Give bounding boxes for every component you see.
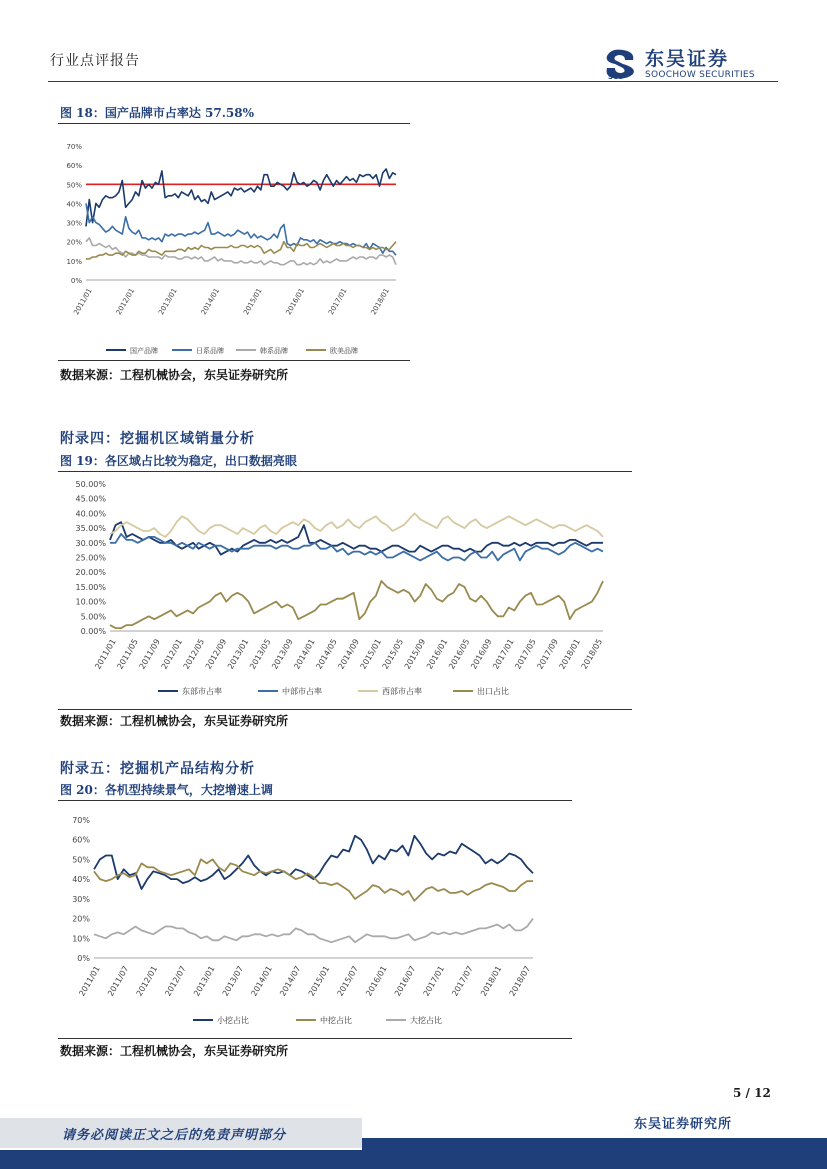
x-tick-label: 2017/07 [450,964,475,998]
x-tick-label: 2012/09 [203,637,229,671]
legend-label-3: 大挖占比 [410,1016,442,1025]
y-tick-label: 10.00% [75,597,106,607]
x-tick-label: 2017/01 [491,637,516,671]
x-tick-label: 2017/05 [513,637,538,671]
x-tick-label: 2013/07 [220,964,246,998]
logo-mark-icon [603,46,641,80]
fig19-bottom-rule [58,709,632,710]
legend-label-3: 西部市占率 [382,687,422,696]
x-tick-label: 2011/09 [137,637,162,671]
fig20-chart [58,806,572,1038]
x-tick-label: 2013/01 [192,964,217,998]
fig20-top-rule [58,800,572,801]
x-tick-label: 2015/01 [306,964,332,998]
x-tick-label: 2016/09 [469,637,494,671]
y-tick-label: 60% [66,162,82,171]
fig19-title: 图 19：各区域占比较为稳定，出口数据亮眼 [60,454,297,468]
legend-label-2: 中部市占率 [282,687,322,696]
header-divider [48,81,778,82]
y-tick-label: 30.00% [75,538,106,548]
x-tick-label: 2016/01 [424,637,450,671]
x-tick-label: 2014/09 [336,637,361,671]
y-tick-label: 0.00% [80,627,106,636]
logo-name-cn: 东吴证券 [645,48,730,70]
y-tick-label: 70% [72,816,90,825]
series-line-3 [86,238,396,265]
legend-label-2: 日系品牌 [196,347,224,355]
y-tick-label: 5.00% [80,612,106,622]
x-tick-label: 2018/07 [507,964,533,998]
x-tick-label: 2012/01 [134,964,160,998]
x-tick-label: 2013/09 [270,637,295,671]
x-tick-label: 2012/07 [163,964,188,998]
series-line-3 [94,919,533,943]
page-number: 5 / 12 [733,1086,771,1100]
legend-label-4: 出口占比 [477,687,509,696]
legend-label-1: 小挖占比 [217,1016,249,1025]
legend-label-1: 东部市占率 [182,687,222,696]
x-tick-label: 2014/07 [278,964,303,998]
y-tick-label: 20% [66,238,82,247]
series-line-4 [110,581,603,628]
legend-label-1: 国产品牌 [130,347,158,355]
y-tick-label: 20% [72,914,90,924]
fig18-source: 数据来源：工程机械协会，东吴证券研究所 [60,368,289,382]
x-tick-label: 2018/01 [557,637,582,671]
x-tick-label: 2014/05 [314,637,339,671]
fig18-title: 图 18：国产品牌市占率达 57.58% [60,106,255,120]
y-tick-label: 70% [66,143,82,151]
fig18-bottom-rule [58,360,410,361]
x-tick-label: 2017/01 [327,287,349,317]
report-type: 行业点评报告 [50,53,140,69]
series-line-1 [86,169,396,226]
logo-name-en: SOOCHOW SECURITIES [645,70,755,80]
series-line-1 [94,836,533,889]
series-line-3 [110,513,603,537]
footer-bar [0,1150,827,1169]
disclaimer-text: 请务必阅读正文之后的免责声明部分 [62,1128,287,1143]
legend-label-4: 欧美品牌 [330,347,358,355]
y-tick-label: 50.00% [75,480,106,489]
fig18-top-rule [58,123,410,124]
x-tick-label: 2015/01 [242,287,264,317]
y-tick-label: 40.00% [75,509,106,519]
fig18-chart [58,130,410,360]
x-tick-label: 2011/01 [77,964,102,998]
x-tick-label: 2014/01 [249,964,274,998]
fig19-top-rule [58,471,632,472]
x-tick-label: 2018/05 [579,637,605,671]
x-tick-label: 2013/01 [157,287,179,317]
x-tick-label: 2012/05 [181,637,207,671]
x-tick-label: 2011/05 [115,637,140,671]
y-tick-label: 0% [77,954,90,963]
x-tick-label: 2018/01 [479,964,504,998]
fig19-chart [58,476,632,709]
x-tick-label: 2011/07 [106,964,131,998]
series-line-2 [86,203,396,255]
footer-institute: 东吴证券研究所 [634,1117,733,1132]
fig20-bottom-rule [58,1038,572,1039]
x-tick-label: 2013/01 [225,637,251,671]
x-tick-label: 2014/01 [199,287,222,317]
x-tick-label: 2016/01 [284,287,307,317]
x-tick-label: 2015/09 [402,637,428,671]
logo-mark-text: SCS [608,73,624,80]
x-tick-label: 2011/01 [72,287,94,317]
y-tick-label: 45.00% [75,494,106,504]
appendix5-heading: 附录五：挖掘机产品结构分析 [60,761,255,777]
y-tick-label: 15.00% [75,582,106,592]
y-tick-label: 40% [66,200,82,209]
series-line-4 [86,242,396,259]
x-tick-label: 2018/01 [369,287,391,317]
series-line-2 [94,859,533,900]
x-tick-label: 2016/01 [364,964,389,998]
x-tick-label: 2012/01 [114,287,137,317]
y-tick-label: 10% [72,934,90,944]
appendix4-heading: 附录四：挖掘机区域销量分析 [60,431,255,447]
y-tick-label: 0% [70,277,82,285]
x-tick-label: 2016/05 [447,637,472,671]
fig20-source: 数据来源：工程机械协会，东吴证券研究所 [60,1044,289,1058]
y-tick-label: 20.00% [75,568,106,578]
y-tick-label: 60% [72,835,90,845]
legend-label-3: 韩系品牌 [260,347,288,355]
y-tick-label: 50% [66,181,82,190]
y-tick-label: 30% [72,894,90,904]
y-tick-label: 30% [66,219,82,228]
x-tick-label: 2013/05 [248,637,273,671]
x-tick-label: 2012/01 [159,637,185,671]
x-tick-label: 2016/07 [392,964,418,998]
x-tick-label: 2015/07 [335,964,360,998]
footer-accent-bar [362,1138,827,1150]
y-tick-label: 10% [66,257,82,266]
legend-label-2: 中挖占比 [320,1016,352,1025]
y-tick-label: 25.00% [75,553,106,563]
x-tick-label: 2015/05 [380,637,406,671]
x-tick-label: 2011/01 [93,637,118,671]
x-tick-label: 2017/09 [535,637,560,671]
x-tick-label: 2017/01 [421,964,447,998]
y-tick-label: 50% [72,855,90,865]
x-tick-label: 2015/01 [358,637,384,671]
fig20-title: 图 20：各机型持续景气，大挖增速上调 [60,783,273,797]
y-tick-label: 40% [72,875,90,885]
fig19-source: 数据来源：工程机械协会，东吴证券研究所 [60,714,289,728]
x-tick-label: 2014/01 [292,637,317,671]
y-tick-label: 35.00% [75,524,106,534]
